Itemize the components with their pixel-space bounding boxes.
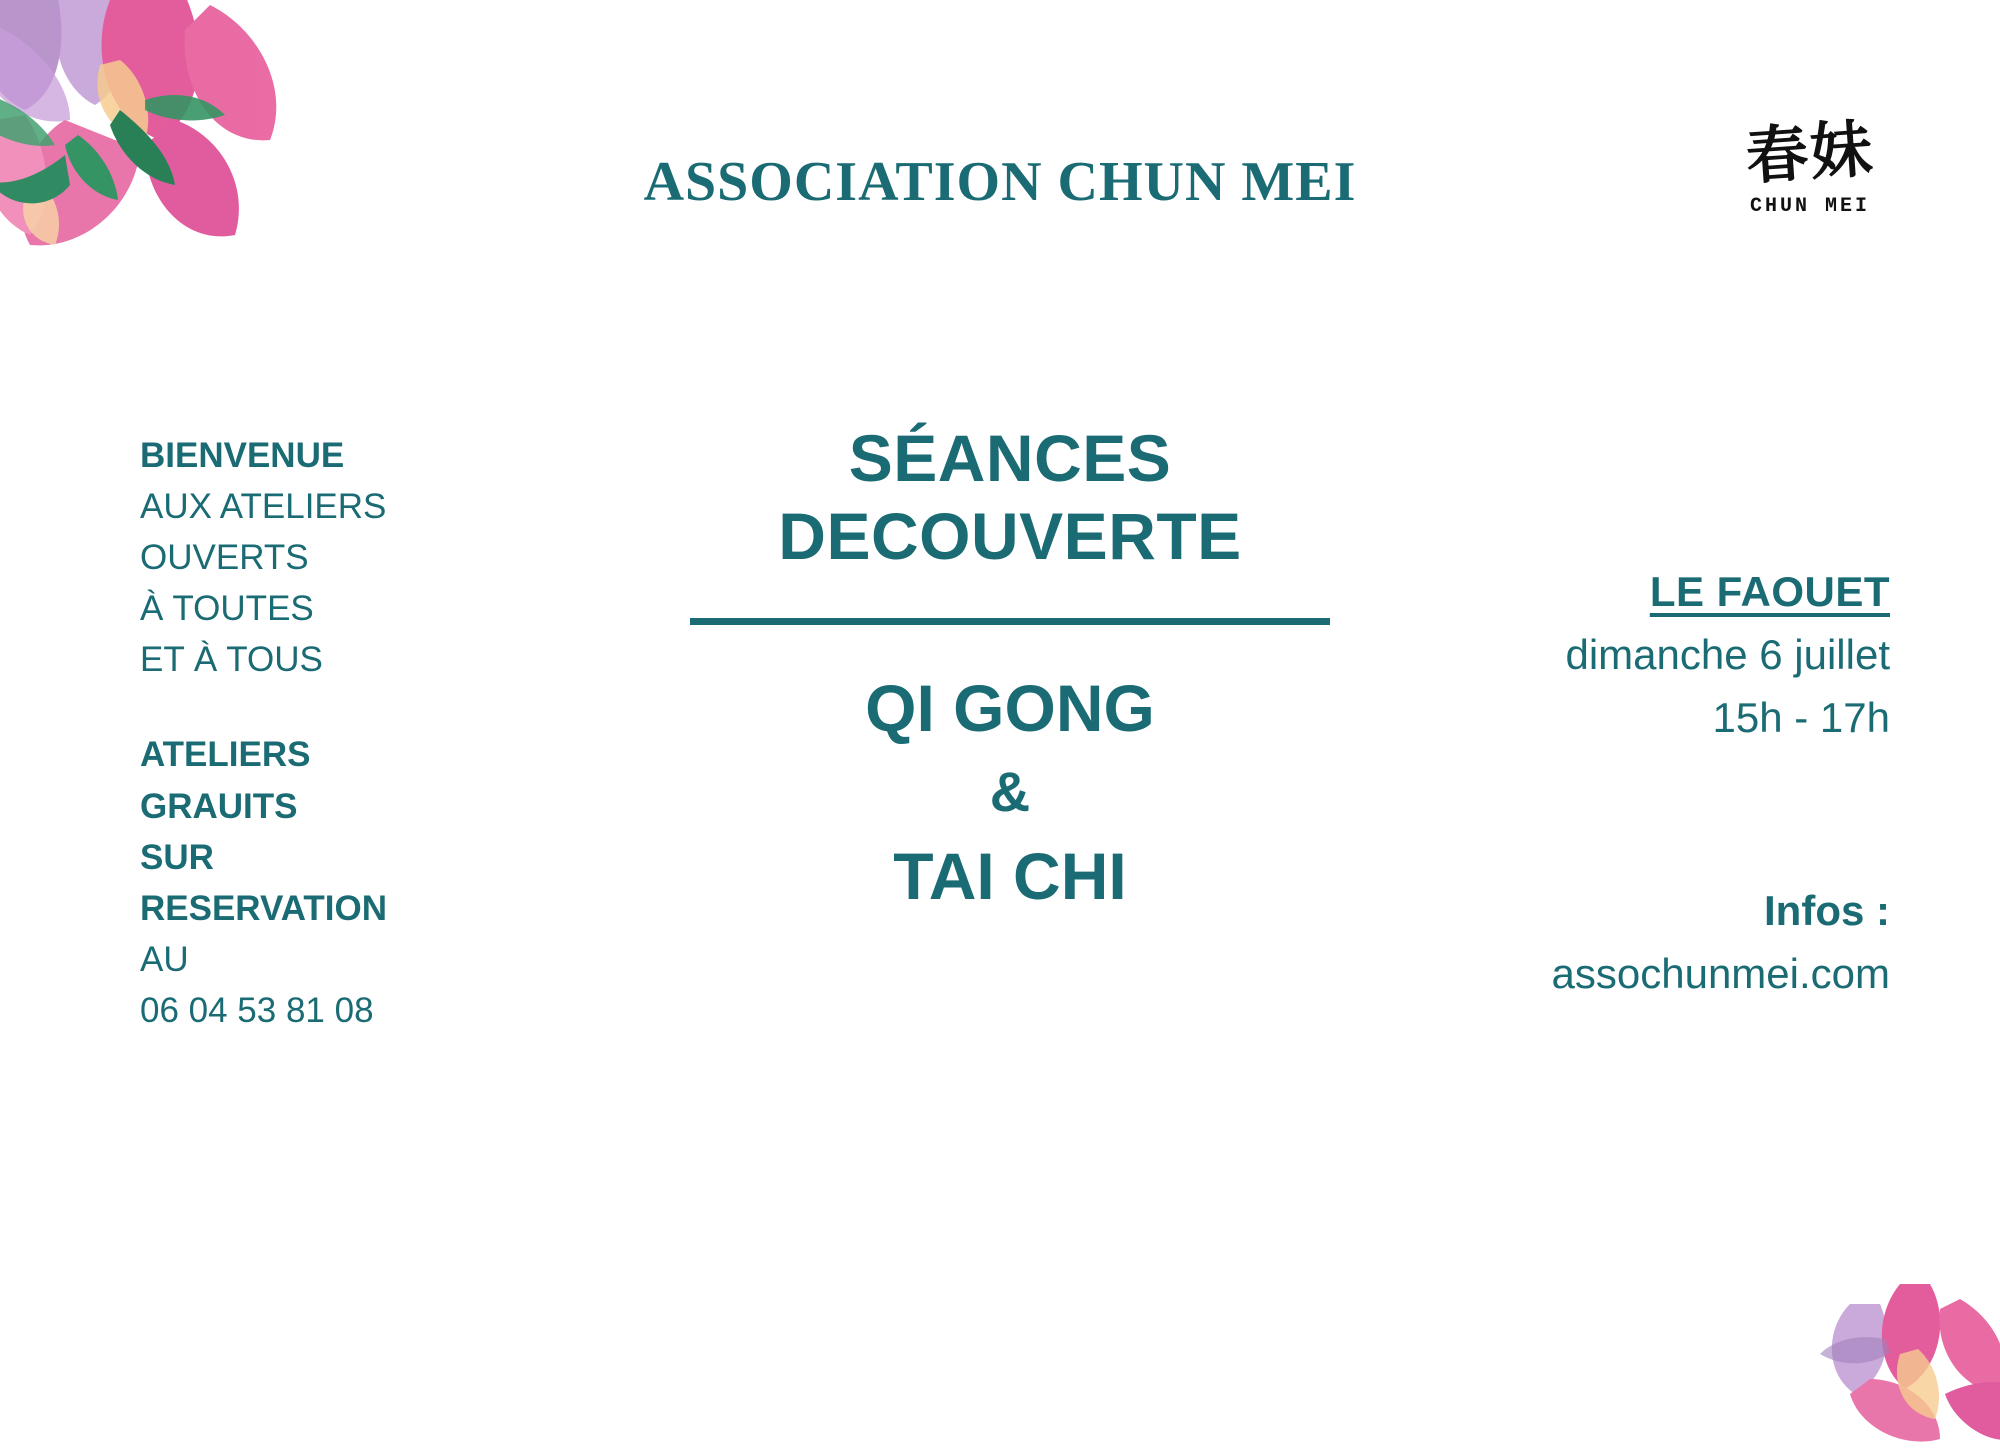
welcome-block [140, 430, 560, 685]
infos-block [1370, 879, 1890, 1005]
page-title: ASSOCIATION CHUN MEI [643, 151, 1357, 213]
reservation-line-2: GRAUITS [140, 786, 298, 826]
center-headline-column [640, 420, 1380, 925]
chun-mei-logo [1710, 111, 1910, 219]
infos-label: Infos : [1764, 887, 1890, 934]
website-link[interactable]: assochunmei.com [1551, 950, 1890, 997]
reservation-line-3: SUR [140, 837, 214, 877]
activity-1: QI GONG [865, 670, 1155, 745]
headline-line-1: SÉANCES [848, 421, 1172, 495]
reservation-line-4: RESERVATION [140, 888, 387, 928]
reservation-block [140, 729, 560, 1036]
headline-line-2: DECOUVERTE [778, 498, 1242, 573]
welcome-line-3: OUVERTS [140, 538, 309, 578]
welcome-line-2: AUX ATELIERS [140, 487, 387, 527]
right-info-column [1370, 560, 1890, 1005]
divider [690, 618, 1330, 625]
logo-caption: CHUN MEI [1749, 195, 1870, 219]
event-date: dimanche 6 juillet [1565, 631, 1890, 678]
reservation-line-5: AU [140, 939, 189, 979]
pink-magnolia-flower-icon [1790, 1244, 2000, 1444]
activity-separator: & [989, 760, 1031, 824]
activity-2: TAI CHI [893, 839, 1127, 914]
reservation-line-1: ATELIERS [140, 735, 311, 775]
event-location: LE FAOUET [1649, 568, 1890, 615]
welcome-line-4: À TOUTES [140, 589, 314, 629]
event-time: 15h - 17h [1712, 694, 1890, 741]
left-info-column [140, 430, 560, 1036]
logo-chinese-characters: 春妹 [1743, 111, 1877, 194]
welcome-line-1: BIENVENUE [140, 436, 345, 475]
reservation-phone: 06 04 53 81 08 [140, 990, 374, 1030]
welcome-line-5: ET À TOUS [140, 640, 323, 680]
